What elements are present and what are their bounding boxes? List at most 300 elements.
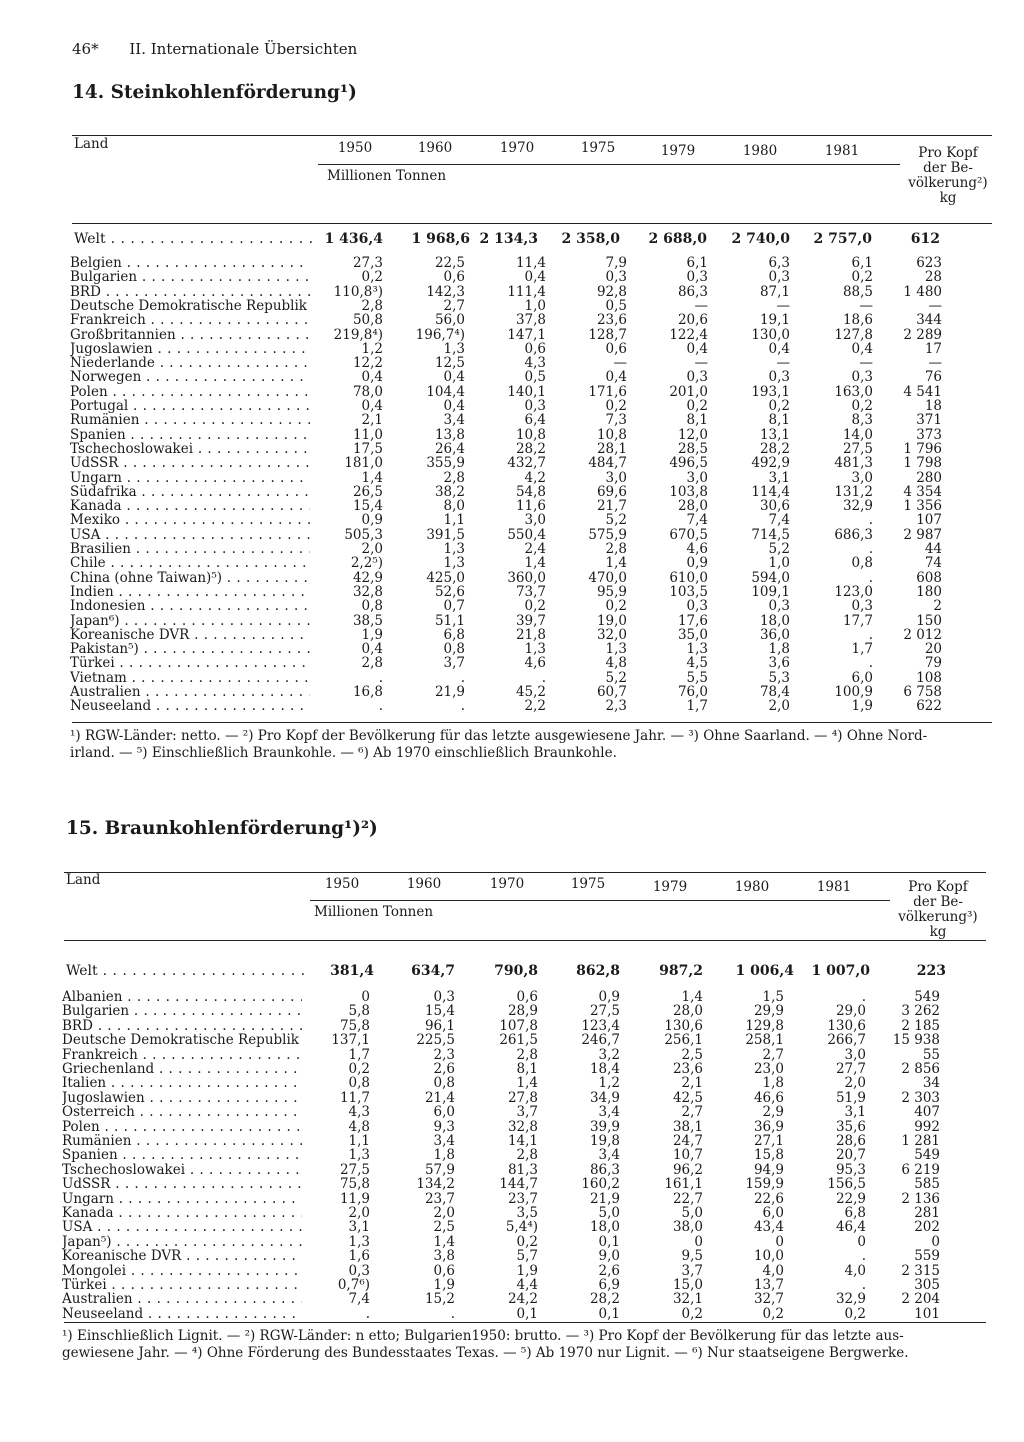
cell-value: 0,4	[361, 369, 383, 386]
cell-value: 28,2	[589, 1291, 620, 1308]
cell-value: 5,2	[768, 541, 790, 557]
cell-value: 20	[924, 641, 942, 658]
table-row-world	[0, 232, 1024, 246]
country-name: Spanien . . .	[62, 1148, 302, 1162]
cell-value: 1,9	[361, 626, 383, 643]
cell-value: 6,8	[844, 1205, 866, 1221]
cell-value: .	[450, 1305, 455, 1322]
cell-value: 355,9	[426, 455, 465, 472]
cell-value: 27,5	[842, 440, 873, 457]
cell-value: 11,6	[515, 498, 546, 515]
cell-value: 0,1	[516, 1305, 538, 1322]
cell-value: 1,8	[433, 1147, 455, 1164]
cell-value: 5,3	[768, 669, 790, 686]
table-row	[0, 1076, 1024, 1090]
country-name: Brasilien . . .	[70, 542, 310, 556]
country-name: Rumänien . . .	[70, 413, 310, 427]
cell-value: 6,8	[443, 626, 465, 643]
cell-value: 28	[924, 269, 942, 286]
cell-value: 0,2	[762, 1305, 784, 1322]
cell-value: 223	[916, 963, 946, 979]
cell-value: 4,8	[605, 655, 627, 672]
cell-value: 19,8	[589, 1133, 620, 1149]
country-name: Rumänien . . .	[62, 1134, 302, 1148]
cell-value: 0,3	[851, 369, 873, 386]
country-name: Deutsche Demokratische Republik . . .	[70, 299, 310, 313]
country-name: Japan⁶) . . .	[70, 614, 310, 628]
cell-value: 134,2	[416, 1176, 455, 1193]
cell-value: 1,0	[524, 297, 546, 314]
cell-value: 3,5	[516, 1205, 538, 1221]
cell-value: 51,9	[835, 1089, 866, 1106]
cell-value: 1 007,0	[811, 963, 870, 979]
cell-value: 0,2	[851, 269, 873, 286]
table-row	[0, 990, 1024, 1004]
cell-value: 17,7	[842, 612, 873, 629]
cell-value: 7,4	[686, 512, 708, 529]
cell-value: 1,3	[443, 340, 465, 357]
country-name: Welt . . .	[66, 964, 306, 978]
cell-value: 9,5	[681, 1248, 703, 1265]
cell-value: 19,1	[759, 312, 790, 329]
cell-value: 0,5	[524, 369, 546, 386]
cell-value: —	[694, 297, 708, 314]
cell-value: 202	[914, 1219, 940, 1236]
cell-value: 0,6	[433, 1262, 455, 1279]
cell-value: 3,4	[443, 412, 465, 429]
cell-value: 108	[916, 669, 942, 686]
cell-value: 5,2	[605, 669, 627, 686]
cell-value: 3,7	[443, 655, 465, 672]
cell-value: 0,3	[348, 1262, 370, 1279]
cell-value: —	[928, 355, 942, 372]
cell-value: —	[859, 297, 873, 314]
cell-value: 2 204	[901, 1291, 940, 1308]
cell-value: 0,2	[605, 398, 627, 414]
table-row	[0, 599, 1024, 613]
cell-value: 0,2	[851, 398, 873, 414]
cell-value: 5,4⁴)	[505, 1219, 538, 1236]
cell-value: .	[861, 989, 866, 1005]
rule-header-bottom	[64, 940, 986, 941]
cell-value: 2 136	[901, 1190, 940, 1207]
cell-value: 21,4	[424, 1089, 455, 1106]
cell-value: 50,8	[352, 312, 383, 329]
cell-value: 193,1	[751, 383, 790, 400]
country-name: Türkei . . .	[70, 656, 310, 670]
cell-value: 2,1	[361, 412, 383, 429]
cell-value: 1,3	[605, 641, 627, 658]
cell-value: 27,3	[352, 255, 383, 271]
cell-value: 161,1	[664, 1176, 703, 1193]
cell-value: 81,3	[507, 1161, 538, 1178]
country-name: Japan⁵) . . .	[62, 1235, 302, 1249]
table-row	[0, 528, 1024, 542]
page-number: 46*	[72, 40, 99, 58]
cell-value: 32,8	[352, 583, 383, 600]
cell-value: 0,1	[598, 1233, 620, 1250]
cell-value: 1,1	[443, 512, 465, 529]
cell-value: 2 315	[901, 1262, 940, 1279]
country-name: Frankreich . . .	[70, 313, 310, 327]
cell-value: 0,2	[681, 1305, 703, 1322]
country-name: Belgien . . .	[70, 256, 310, 270]
cell-value: 5,0	[598, 1205, 620, 1221]
rule-top	[72, 135, 992, 136]
cell-value: 39,7	[515, 612, 546, 629]
unit-label: Millionen Tonnen	[314, 904, 434, 920]
per-capita-header: kg	[929, 924, 947, 940]
cell-value: 2,0	[348, 1205, 370, 1221]
cell-value: 18,4	[589, 1061, 620, 1077]
cell-value: 559	[914, 1248, 940, 1265]
cell-value: 0,2	[605, 598, 627, 615]
table-row	[0, 1048, 1024, 1062]
cell-value: 3,0	[844, 1046, 866, 1063]
table-row	[0, 1120, 1024, 1134]
cell-value: 171,6	[588, 383, 627, 400]
cell-value: 32,7	[753, 1291, 784, 1308]
cell-value: 9,3	[433, 1118, 455, 1135]
cell-value: 2 185	[901, 1017, 940, 1034]
cell-value: 37,8	[515, 312, 546, 329]
cell-value: 1,3	[443, 541, 465, 557]
cell-value: 4,5	[686, 655, 708, 672]
cell-value: 86,3	[589, 1161, 620, 1178]
cell-value: 1,8	[762, 1075, 784, 1092]
col-header-year: 1979	[652, 879, 688, 895]
cell-value: 26,4	[434, 440, 465, 457]
cell-value: 75,8	[339, 1017, 370, 1034]
cell-value: 2,1	[681, 1075, 703, 1092]
cell-value: 1,4	[361, 469, 383, 486]
cell-value: 7,4	[348, 1291, 370, 1308]
rule-top	[64, 872, 986, 873]
footnote: ¹) RGW-Länder: netto. — ²) Pro Kopf der Bevölkerung für das letzte ausgewiesene Jahr. — ³) Ohne Saarland. — ⁴) Ohne Nord-	[70, 728, 928, 744]
country-name: Indonesien . . .	[70, 599, 310, 613]
cell-value: 2 856	[901, 1061, 940, 1077]
cell-value: 992	[914, 1118, 940, 1135]
cell-value: 3,2	[598, 1046, 620, 1063]
cell-value: 28,1	[596, 440, 627, 457]
cell-value: 96,1	[424, 1017, 455, 1034]
table-title: 15. Braunkohlenförderung¹)²)	[66, 818, 378, 839]
cell-value: 2,5	[433, 1219, 455, 1236]
cell-value: 549	[914, 989, 940, 1005]
cell-value: 3 262	[901, 1003, 940, 1020]
cell-value: 0,6	[443, 269, 465, 286]
cell-value: 4,2	[524, 469, 546, 486]
table-row	[0, 456, 1024, 470]
cell-value: 407	[914, 1104, 940, 1121]
cell-value: —	[928, 297, 942, 314]
cell-value: 0,1	[598, 1305, 620, 1322]
cell-value: 0,8	[851, 555, 873, 572]
cell-value: 0,7⁶)	[337, 1277, 370, 1293]
cell-value: 111,4	[507, 283, 546, 300]
table-row	[0, 270, 1024, 284]
cell-value: 2,2⁵)	[350, 555, 383, 572]
col-header-year: 1960	[406, 876, 442, 892]
cell-value: 130,0	[751, 326, 790, 343]
cell-value: 2 303	[901, 1089, 940, 1106]
country-name: Italien . . .	[62, 1076, 302, 1090]
table-row	[0, 571, 1024, 585]
table-row	[0, 1033, 1024, 1047]
cell-value: 8,1	[768, 412, 790, 429]
cell-value: 32,9	[842, 498, 873, 515]
cell-value: 0,2	[516, 1233, 538, 1250]
table-row	[0, 1278, 1024, 1292]
cell-value: 28,2	[759, 440, 790, 457]
table-row	[0, 1105, 1024, 1119]
per-capita-header: völkerung³)	[898, 909, 978, 925]
cell-value: 163,0	[834, 383, 873, 400]
cell-value: 11,9	[339, 1190, 370, 1207]
country-name: Niederlande . . .	[70, 356, 310, 370]
cell-value: 432,7	[507, 455, 546, 472]
table-row	[0, 699, 1024, 713]
footnote: irland. — ⁵) Einschließlich Braunkohle. — ⁶) Ab 1970 einschließlich Braunkohle.	[70, 745, 617, 761]
country-name: Neuseeland . . .	[62, 1307, 302, 1321]
cell-value: 4,0	[844, 1262, 866, 1279]
per-capita-header: völkerung²)	[908, 175, 988, 191]
cell-value: 22,9	[835, 1190, 866, 1207]
cell-value: 38,0	[672, 1219, 703, 1236]
rule-unit	[310, 900, 890, 901]
table-row	[0, 628, 1024, 642]
cell-value: 13,7	[753, 1277, 784, 1293]
cell-value: 496,5	[669, 455, 708, 472]
country-name: Tschechoslowakei . . .	[70, 442, 310, 456]
cell-value: 3,0	[851, 469, 873, 486]
table-row	[0, 356, 1024, 370]
cell-value: 11,0	[352, 426, 383, 443]
cell-value: 92,8	[596, 283, 627, 300]
cell-value: 0,2	[768, 398, 790, 414]
cell-value: .	[541, 669, 546, 686]
country-name: Welt . . .	[74, 232, 314, 246]
cell-value: 52,6	[434, 583, 465, 600]
table-row	[0, 1264, 1024, 1278]
cell-value: 0,3	[851, 598, 873, 615]
country-name: Ungarn . . .	[62, 1192, 302, 1206]
table-row	[0, 256, 1024, 270]
country-name: BRD . . .	[70, 285, 310, 299]
cell-value: 12,5	[434, 355, 465, 372]
cell-value: 492,9	[751, 455, 790, 472]
cell-value: 22,5	[434, 255, 465, 271]
cell-value: 75,8	[339, 1176, 370, 1193]
table-row	[0, 1004, 1024, 1018]
table-row	[0, 1292, 1024, 1306]
cell-value: .	[378, 698, 383, 715]
cell-value: 127,8	[834, 326, 873, 343]
cell-value: 10,7	[672, 1147, 703, 1164]
cell-value: 2 012	[903, 626, 942, 643]
cell-value: 1,6	[348, 1248, 370, 1265]
cell-value: 1 968,6	[411, 231, 470, 247]
cell-value: 0,9	[598, 989, 620, 1005]
cell-value: 46,6	[753, 1089, 784, 1106]
country-name: Bulgarien . . .	[62, 1004, 302, 1018]
cell-value: —	[776, 355, 790, 372]
cell-value: 18	[924, 398, 942, 414]
country-name: Australien . . .	[62, 1292, 302, 1306]
cell-value: 87,1	[759, 283, 790, 300]
cell-value: 123,0	[834, 583, 873, 600]
cell-value: 0,3	[768, 269, 790, 286]
cell-value: 2 688,0	[648, 231, 707, 247]
cell-value: 344	[916, 312, 942, 329]
cell-value: 44	[924, 541, 942, 557]
cell-value: 0,4	[361, 398, 383, 414]
cell-value: 27,5	[589, 1003, 620, 1020]
cell-value: 790,8	[494, 963, 538, 979]
country-name: Polen . . .	[62, 1120, 302, 1134]
cell-value: 103,5	[669, 583, 708, 600]
cell-value: 32,9	[835, 1291, 866, 1308]
cell-value: 3,4	[598, 1104, 620, 1121]
cell-value: 35,6	[835, 1118, 866, 1135]
cell-value: 1,4	[605, 555, 627, 572]
cell-value: .	[460, 669, 465, 686]
cell-value: 585	[914, 1176, 940, 1193]
table-row	[0, 671, 1024, 685]
cell-value: 3,1	[348, 1219, 370, 1236]
country-name: Chile . . .	[70, 556, 310, 570]
cell-value: 0,9	[686, 555, 708, 572]
cell-value: 29,9	[753, 1003, 784, 1020]
cell-value: 0,6	[605, 340, 627, 357]
col-header-year: 1970	[499, 140, 535, 156]
cell-value: 1,3	[348, 1233, 370, 1250]
cell-value: 2,0	[361, 541, 383, 557]
cell-value: 2 134,3	[479, 231, 538, 247]
cell-value: 5,8	[348, 1003, 370, 1020]
cell-value: 3,0	[524, 512, 546, 529]
cell-value: 180	[916, 583, 942, 600]
cell-value: 2,0	[768, 698, 790, 715]
cell-value: 0,4	[524, 269, 546, 286]
col-header-year: 1980	[742, 143, 778, 159]
cell-value: 16,8	[352, 684, 383, 700]
cell-value: 159,9	[745, 1176, 784, 1193]
cell-value: 550,4	[507, 526, 546, 543]
cell-value: 156,5	[827, 1176, 866, 1193]
cell-value: —	[613, 355, 627, 372]
per-capita-header: Pro Kopf	[908, 879, 968, 895]
cell-value: 862,8	[576, 963, 620, 979]
cell-value: 2 740,0	[731, 231, 790, 247]
country-name: Mongolei . . .	[62, 1264, 302, 1278]
cell-value: —	[859, 355, 873, 372]
col-header-year: 1981	[824, 143, 860, 159]
country-name: Deutsche Demokratische Republik . . .	[62, 1033, 302, 1047]
cell-value: 36,0	[759, 626, 790, 643]
cell-value: 2,6	[598, 1262, 620, 1279]
cell-value: 20,7	[835, 1147, 866, 1164]
cell-value: 225,5	[416, 1032, 455, 1049]
country-name: Bulgarien . . .	[70, 270, 310, 284]
cell-value: 15 938	[892, 1032, 940, 1049]
cell-value: 95,9	[596, 583, 627, 600]
cell-value: 1,0	[768, 555, 790, 572]
cell-value: 114,4	[751, 483, 790, 500]
cell-value: 3,1	[844, 1104, 866, 1121]
cell-value: 76	[924, 369, 942, 386]
table-row	[0, 285, 1024, 299]
cell-value: 21,7	[596, 498, 627, 515]
cell-value: 1,7	[851, 641, 873, 658]
table-row	[0, 370, 1024, 384]
cell-value: 36,9	[753, 1118, 784, 1135]
cell-value: 0,9	[361, 512, 383, 529]
cell-value: 2,3	[433, 1046, 455, 1063]
cell-value: 14,1	[507, 1133, 538, 1149]
cell-value: 2,8	[361, 297, 383, 314]
cell-value: 3,4	[598, 1147, 620, 1164]
cell-value: 2,2	[524, 698, 546, 715]
cell-value: 11,7	[339, 1089, 370, 1106]
table-row	[0, 328, 1024, 342]
cell-value: 2 987	[903, 526, 942, 543]
cell-value: 1,2	[361, 340, 383, 357]
cell-value: 2,5	[681, 1046, 703, 1063]
cell-value: 6,4	[524, 412, 546, 429]
cell-value: 150	[916, 612, 942, 629]
col-header-year: 1960	[417, 140, 453, 156]
cell-value: 15,4	[424, 1003, 455, 1020]
cell-value: 0,8	[361, 598, 383, 615]
cell-value: —	[694, 355, 708, 372]
cell-value: 38,5	[352, 612, 383, 629]
cell-value: 181,0	[344, 455, 383, 472]
cell-value: 1 281	[901, 1133, 940, 1149]
cell-value: 26,5	[352, 483, 383, 500]
cell-value: 15,4	[352, 498, 383, 515]
country-name: UdSSR . . .	[70, 456, 310, 470]
cell-value: 78,0	[352, 383, 383, 400]
cell-value: 21,9	[589, 1190, 620, 1207]
cell-value: 6,1	[851, 255, 873, 271]
rule-unit	[318, 164, 900, 165]
cell-value: 622	[916, 698, 942, 715]
cell-value: 470,0	[588, 569, 627, 586]
cell-value: 39,9	[589, 1118, 620, 1135]
cell-value: 0,2	[524, 598, 546, 615]
cell-value: 0,4	[443, 369, 465, 386]
cell-value: 371	[916, 412, 942, 429]
cell-value: 2,7	[762, 1046, 784, 1063]
cell-value: 13,1	[759, 426, 790, 443]
cell-value: 13,8	[434, 426, 465, 443]
country-name: Tschechoslowakei . . .	[62, 1163, 302, 1177]
cell-value: 391,5	[426, 526, 465, 543]
col-header-year: 1975	[570, 876, 606, 892]
country-name: USA . . .	[62, 1220, 302, 1234]
cell-value: 634,7	[411, 963, 455, 979]
cell-value: 94,9	[753, 1161, 784, 1178]
cell-value: 10,8	[596, 426, 627, 443]
table-row-world	[0, 964, 1024, 978]
table-row	[0, 1091, 1024, 1105]
table-row	[0, 1307, 1024, 1321]
cell-value: 2,7	[443, 297, 465, 314]
per-capita-header: Pro Kopf	[918, 145, 978, 161]
cell-value: 104,4	[426, 383, 465, 400]
cell-value: 1,3	[686, 641, 708, 658]
